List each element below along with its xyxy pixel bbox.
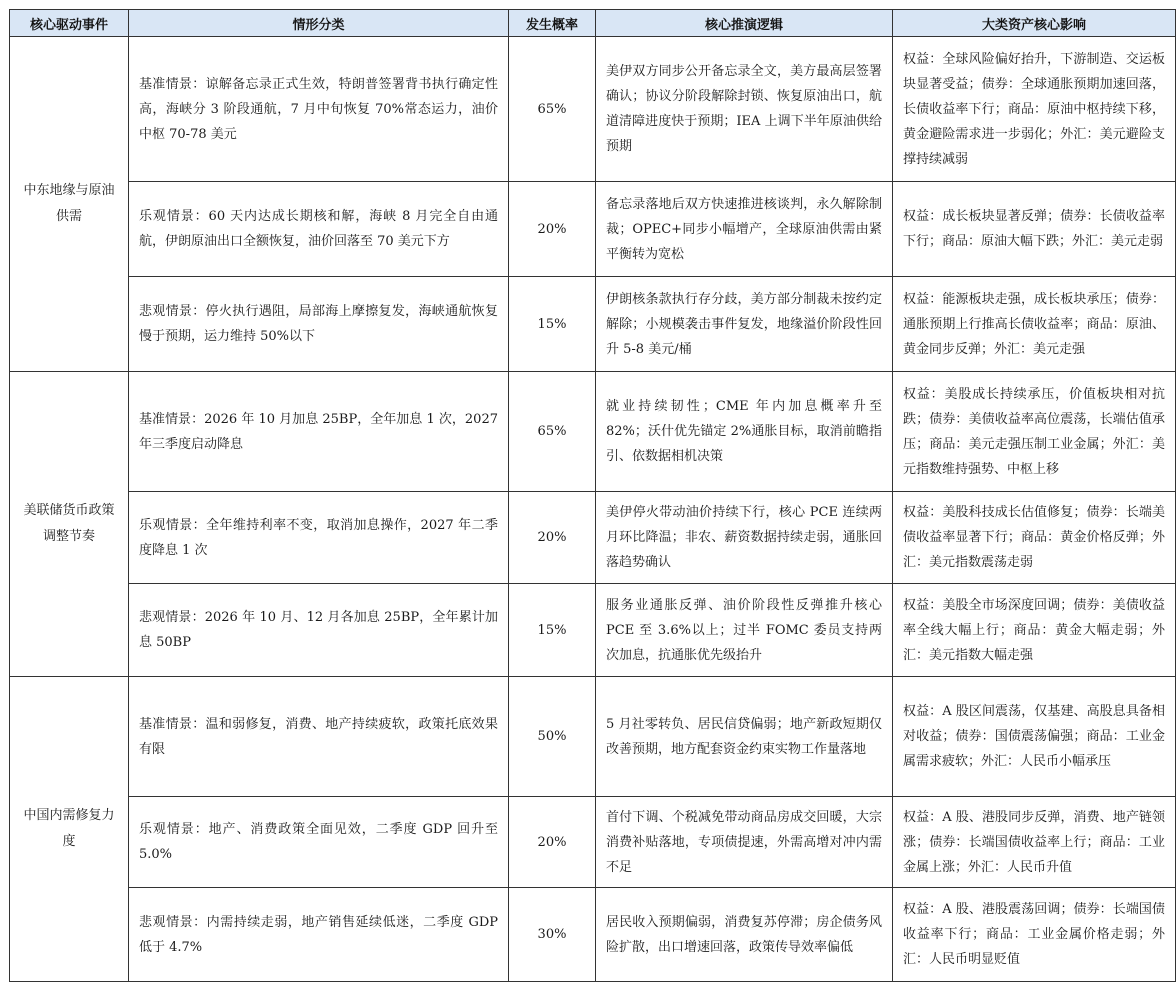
impact-cell: 权益：美股成长持续承压，价值板块相对抗跌；债券：美债收益率高位震荡，长端估值承压；商品：美元走强压制工业金属；外汇：美元指数维持强势、中枢上移: [893, 372, 1176, 492]
probability-cell: 50%: [509, 677, 596, 797]
header-logic: 核心推演逻辑: [596, 10, 893, 37]
table-row: [10, 277, 1176, 372]
scenario-cell: 基准情景：温和弱修复，消费、地产持续疲软，政策托底效果有限: [129, 677, 509, 797]
logic-cell: 居民收入预期偏弱，消费复苏停滞；房企债务风险扩散，出口增速回落，政策传导效率偏低: [596, 888, 893, 982]
probability-cell: 20%: [509, 182, 596, 277]
impact-cell: 权益：全球风险偏好抬升，下游制造、交运板块显著受益；债券：全球通胀预期加速回落，长债收益率下行；商品：原油中枢持续下移，黄金避险需求进一步弱化；外汇：美元避险支撑持续减弱: [893, 37, 1176, 182]
scenario-cell: 悲观情景：内需持续走弱，地产销售延续低迷，二季度 GDP 低于 4.7%: [129, 888, 509, 982]
scenario-cell: 基准情景：谅解备忘录正式生效，特朗普签署背书执行确定性高，海峡分 3 阶段通航，7 月中旬恢复 70%常态运力，油价中枢 70-78 美元: [129, 37, 509, 182]
header-scenario: 情形分类: [129, 10, 509, 37]
impact-cell: 权益：A 股区间震荡，仅基建、高股息具备相对收益；债券：国债震荡偏强；商品：工业金属需求疲软；外汇：人民币小幅承压: [893, 677, 1176, 797]
logic-cell: 首付下调、个税减免带动商品房成交回暖，大宗消费补贴落地，专项债提速，外需高增对冲内需不足: [596, 797, 893, 888]
table-row: [10, 677, 1176, 797]
header-driver: 核心驱动事件: [10, 10, 129, 37]
driver-cell: 美联储货币政策调整节奏: [10, 372, 129, 677]
scenario-cell: 乐观情景：60 天内达成长期核和解，海峡 8 月完全自由通航，伊朗原油出口全额恢复，油价回落至 70 美元下方: [129, 182, 509, 277]
impact-cell: 权益：美股全市场深度回调；债券：美债收益率全线大幅上行；商品：黄金大幅走弱；外汇：美元指数大幅走强: [893, 584, 1176, 677]
logic-cell: 美伊停火带动油价持续下行，核心 PCE 连续两月环比降温；非农、薪资数据持续走弱，通胀回落趋势确认: [596, 492, 893, 584]
impact-cell: 权益：A 股、港股震荡回调；债券：长端国债收益率下行；商品：工业金属价格走弱；外汇：人民币明显贬值: [893, 888, 1176, 982]
probability-cell: 30%: [509, 888, 596, 982]
table-row: [10, 888, 1176, 982]
logic-cell: 备忘录落地后双方快速推进核谈判，永久解除制裁；OPEC+同步小幅增产，全球原油供需由紧平衡转为宽松: [596, 182, 893, 277]
driver-cell: 中东地缘与原油供需: [10, 37, 129, 372]
scenario-cell: 乐观情景：全年维持利率不变，取消加息操作，2027 年二季度降息 1 次: [129, 492, 509, 584]
table-row: [10, 182, 1176, 277]
probability-cell: 15%: [509, 584, 596, 677]
probability-cell: 20%: [509, 492, 596, 584]
table-row: [10, 37, 1176, 182]
probability-cell: 20%: [509, 797, 596, 888]
driver-cell: 中国内需修复力度: [10, 677, 129, 982]
impact-cell: 权益：能源板块走强，成长板块承压；债券：通胀预期上行推高长债收益率；商品：原油、黄金同步反弹；外汇：美元走强: [893, 277, 1176, 372]
scenario-cell: 悲观情景：2026 年 10 月、12 月各加息 25BP，全年累计加息 50BP: [129, 584, 509, 677]
logic-cell: 5 月社零转负、居民信贷偏弱；地产新政短期仅改善预期，地方配套资金约束实物工作量落地: [596, 677, 893, 797]
logic-cell: 就业持续韧性；CME 年内加息概率升至 82%；沃什优先锚定 2%通胀目标，取消前瞻指引、依数据相机决策: [596, 372, 893, 492]
logic-cell: 服务业通胀反弹、油价阶段性反弹推升核心 PCE 至 3.6%以上；过半 FOMC 委员支持两次加息，抗通胀优先级抬升: [596, 584, 893, 677]
table-row: [10, 492, 1176, 584]
scenario-cell: 乐观情景：地产、消费政策全面见效，二季度 GDP 回升至 5.0%: [129, 797, 509, 888]
scenario-table: [9, 9, 1176, 982]
logic-cell: 美伊双方同步公开备忘录全文，美方最高层签署确认；协议分阶段解除封锁、恢复原油出口，航道清障进度快于预期；IEA 上调下半年原油供给预期: [596, 37, 893, 182]
logic-cell: 伊朗核条款执行存分歧，美方部分制裁未按约定解除；小规模袭击事件复发，地缘溢价阶段性回升 5-8 美元/桶: [596, 277, 893, 372]
scenario-cell: 悲观情景：停火执行遇阻，局部海上摩擦复发，海峡通航恢复慢于预期，运力维持 50%以下: [129, 277, 509, 372]
table-header-row: [10, 10, 1176, 37]
probability-cell: 15%: [509, 277, 596, 372]
scenario-cell: 基准情景：2026 年 10 月加息 25BP，全年加息 1 次，2027 年三季度启动降息: [129, 372, 509, 492]
header-probability: 发生概率: [509, 10, 596, 37]
impact-cell: 权益：美股科技成长估值修复；债券：长端美债收益率显著下行；商品：黄金价格反弹；外汇：美元指数震荡走弱: [893, 492, 1176, 584]
impact-cell: 权益：成长板块显著反弹；债券：长债收益率下行；商品：原油大幅下跌；外汇：美元走弱: [893, 182, 1176, 277]
probability-cell: 65%: [509, 372, 596, 492]
impact-cell: 权益：A 股、港股同步反弹，消费、地产链领涨；债券：长端国债收益率上行；商品：工业金属上涨；外汇：人民币升值: [893, 797, 1176, 888]
table-row: [10, 584, 1176, 677]
table-row: [10, 797, 1176, 888]
probability-cell: 65%: [509, 37, 596, 182]
header-impact: 大类资产核心影响: [893, 10, 1176, 37]
table-row: [10, 372, 1176, 492]
